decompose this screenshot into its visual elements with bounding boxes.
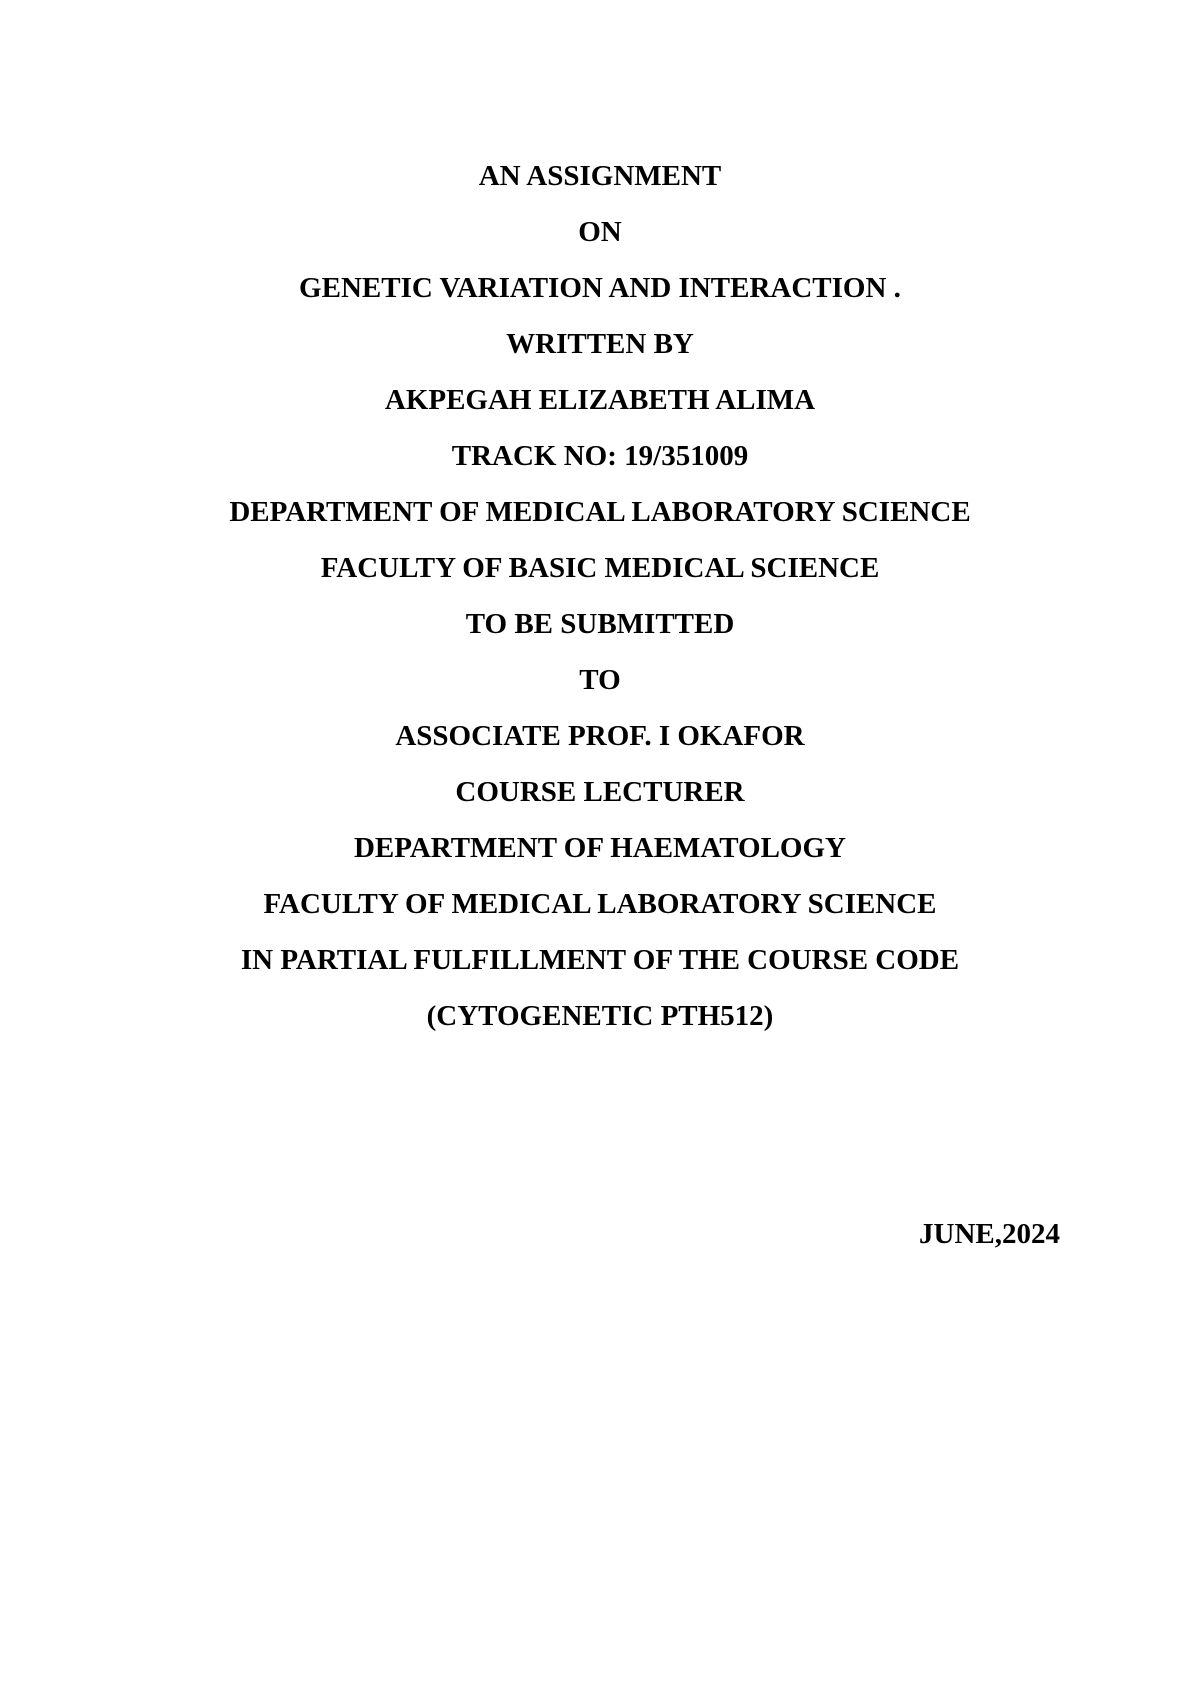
course-code: (CYTOGENETIC PTH512) [426, 1000, 774, 1032]
submission-connector: TO [579, 664, 621, 696]
lecturer-department: DEPARTMENT OF HAEMATOLOGY [353, 832, 846, 864]
submission-date: JUNE,2024 [919, 1218, 1060, 1250]
author-department: DEPARTMENT OF MEDICAL LABORATORY SCIENCE [229, 496, 971, 528]
fulfillment-statement: IN PARTIAL FULFILLMENT OF THE COURSE CODE [240, 944, 960, 976]
heading-connector: ON [578, 216, 622, 248]
author-faculty: FACULTY OF BASIC MEDICAL SCIENCE [320, 552, 880, 584]
lecturer-name: ASSOCIATE PROF. I OKAFOR [395, 720, 805, 752]
lecturer-role: COURSE LECTURER [455, 776, 745, 808]
lecturer-faculty: FACULTY OF MEDICAL LABORATORY SCIENCE [263, 888, 937, 920]
submission-label: TO BE SUBMITTED [465, 608, 735, 640]
author-name: AKPEGAH ELIZABETH ALIMA [384, 384, 816, 416]
assignment-title: GENETIC VARIATION AND INTERACTION . [299, 272, 901, 304]
track-number: TRACK NO: 19/351009 [451, 440, 749, 472]
title-page-text [0, 148, 1200, 1044]
written-by-label: WRITTEN BY [506, 328, 694, 360]
heading-line: AN ASSIGNMENT [478, 160, 722, 192]
